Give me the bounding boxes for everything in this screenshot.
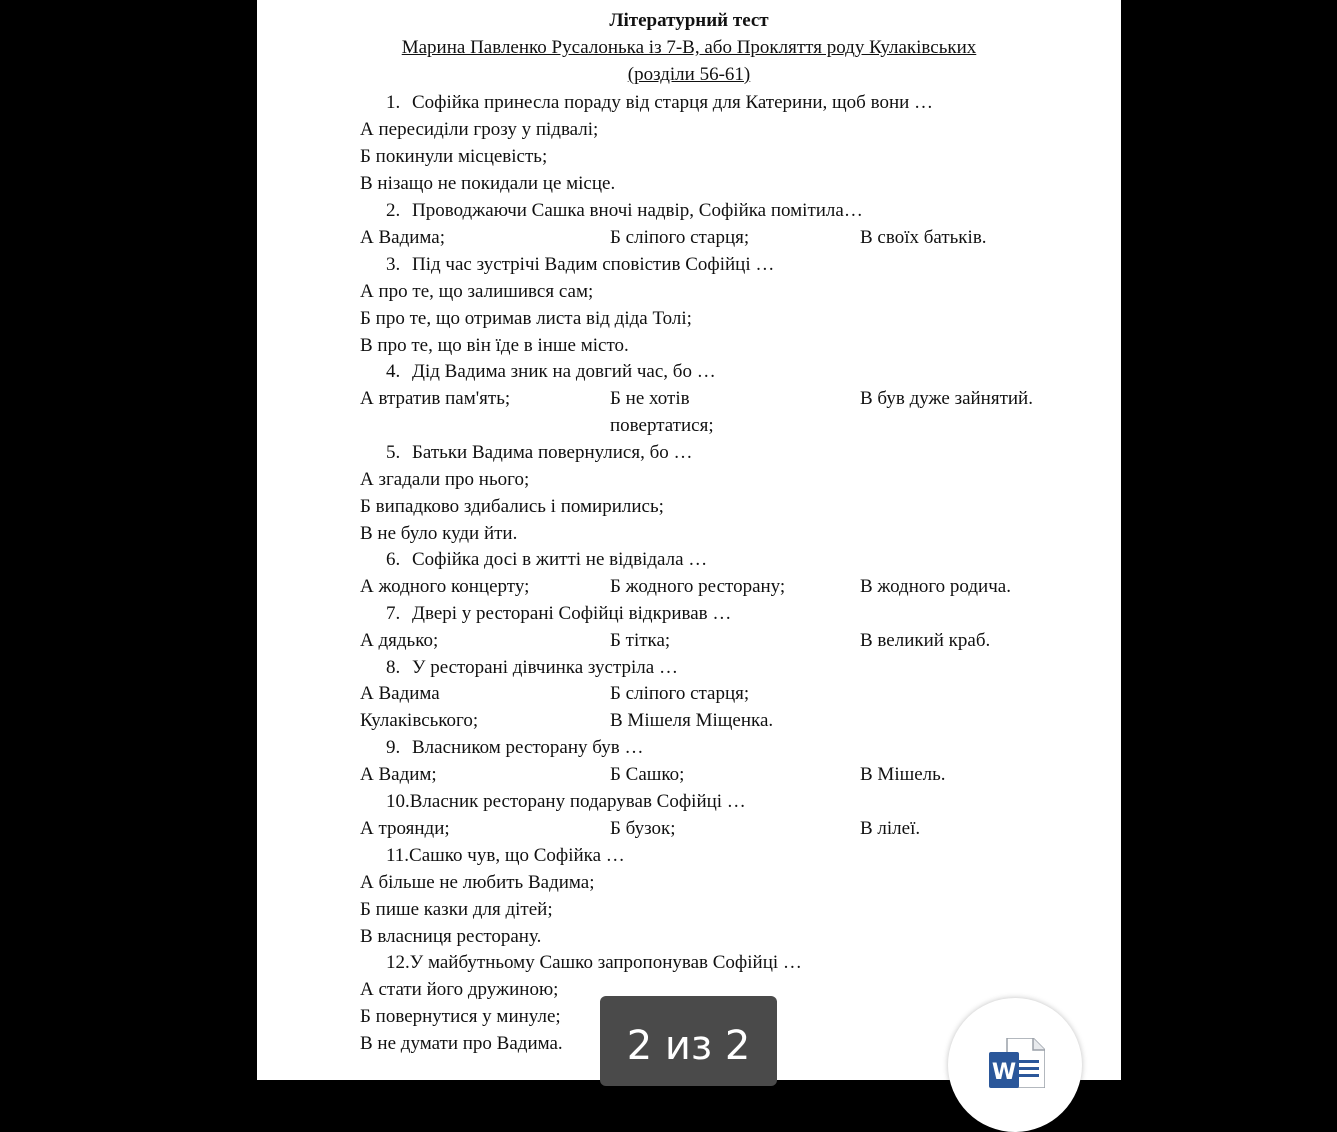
document-subtitle: Марина Павленко Русалонька із 7-В, або Прокляття роду Кулаківських <box>401 37 977 58</box>
answer-option: Б випадково здибались і помирились; <box>360 496 664 517</box>
answer-option: В не було куди йти. <box>360 523 518 544</box>
question-text: Власником ресторану був … <box>412 737 644 758</box>
answer-option: Б сліпого старця; <box>610 683 750 704</box>
question-number: 4. <box>386 361 401 382</box>
answer-option: А стати його дружиною; <box>360 979 559 1000</box>
question-5 <box>386 441 693 464</box>
question-number: 11. <box>386 845 410 866</box>
answer-option: В нізащо не покидали це місце. <box>360 173 616 194</box>
question-text: Двері у ресторані Софійці відкривав … <box>412 603 732 624</box>
question-number: 1. <box>386 92 401 113</box>
answer-option: В власниця ресторану. <box>360 926 542 947</box>
question-2 <box>386 199 863 222</box>
question-8 <box>386 656 678 679</box>
question-10 <box>386 790 746 813</box>
question-text: Софійка принесла пораду від старця для Катерини, щоб вони … <box>412 92 934 113</box>
answer-option: Б тітка; <box>610 630 671 651</box>
question-text: Під час зустрічі Вадим сповістив Софійці … <box>412 254 775 275</box>
answer-option: А згадали про нього; <box>360 469 530 490</box>
question-number: 8. <box>386 657 401 678</box>
question-number: 3. <box>386 254 401 275</box>
answer-option: Б покинули місцевість; <box>360 146 548 167</box>
answer-option: А більше не любить Вадима; <box>360 872 595 893</box>
question-text: Софійка досі в житті не відвідала … <box>412 549 708 570</box>
answer-option: А дядько; <box>360 630 439 651</box>
question-6 <box>386 548 707 571</box>
question-number: 12. <box>386 952 410 973</box>
answer-option: Б не хотів <box>610 388 690 409</box>
answer-option: В лілеї. <box>860 818 921 839</box>
answer-option: В жодного родича. <box>860 576 1011 597</box>
document-title: Літературний тест <box>609 10 769 31</box>
answer-option: В своїх батьків. <box>860 227 987 248</box>
answer-option: А Вадима <box>360 683 440 704</box>
question-12 <box>386 951 802 974</box>
answer-option-continuation: повертатися; <box>610 415 714 436</box>
answer-option: В про те, що він їде в інше місто. <box>360 335 629 356</box>
question-text: У майбутньому Сашко запропонував Софійці … <box>409 952 802 973</box>
page-counter-badge: 2 из 2 <box>600 996 777 1086</box>
question-text: Власник ресторану подарував Софійці … <box>409 791 746 812</box>
answer-option: В Мішеля Міщенка. <box>610 710 774 731</box>
question-9 <box>386 736 643 759</box>
question-text: У ресторані дівчинка зустріла … <box>412 657 678 678</box>
answer-option: А про те, що залишився сам; <box>360 281 594 302</box>
question-1 <box>386 91 933 114</box>
document-page <box>257 0 1121 1080</box>
answer-option: А Вадима; <box>360 227 446 248</box>
answer-option: Б про те, що отримав листа від діда Толі; <box>360 308 692 329</box>
answer-option: В не думати про Вадима. <box>360 1033 563 1054</box>
question-number: 7. <box>386 603 401 624</box>
question-number: 2. <box>386 200 401 221</box>
question-number: 5. <box>386 442 401 463</box>
question-number: 10. <box>386 791 410 812</box>
answer-option: Б повернутися у минуле; <box>360 1006 561 1027</box>
question-text: Проводжаючи Сашка вночі надвір, Софійка помітила… <box>412 200 863 221</box>
answer-option: Б Сашко; <box>610 764 685 785</box>
question-7 <box>386 602 731 625</box>
answer-option: В великий краб. <box>860 630 991 651</box>
document-subtitle-sections: (розділи 56-61) <box>627 64 751 85</box>
question-3 <box>386 253 774 276</box>
question-text: Сашко чув, що Софійка … <box>409 845 625 866</box>
answer-option: В був дуже зайнятий. <box>860 388 1033 409</box>
answer-option: Б пише казки для дітей; <box>360 899 553 920</box>
question-text: Батьки Вадима повернулися, бо … <box>412 442 693 463</box>
question-text: Дід Вадима зник на довгий час, бо … <box>412 361 716 382</box>
answer-option: А Вадим; <box>360 764 437 785</box>
question-11 <box>386 844 625 867</box>
answer-option: А втратив пам'ять; <box>360 388 511 409</box>
answer-option: Б бузок; <box>610 818 676 839</box>
word-document-icon <box>989 1038 1045 1088</box>
answer-option-continuation: Кулаківського; <box>360 710 479 731</box>
answer-option: А троянди; <box>360 818 450 839</box>
open-in-word-button[interactable] <box>948 998 1082 1132</box>
word-icon-letter: W <box>991 1060 1017 1085</box>
answer-option: В Мішель. <box>860 764 946 785</box>
answer-option: А пересиділи грозу у підвалі; <box>360 119 599 140</box>
answer-option: А жодного концерту; <box>360 576 530 597</box>
question-number: 9. <box>386 737 401 758</box>
question-number: 6. <box>386 549 401 570</box>
answer-option: Б жодного ресторану; <box>610 576 786 597</box>
question-4 <box>386 360 716 383</box>
answer-option: Б сліпого старця; <box>610 227 750 248</box>
